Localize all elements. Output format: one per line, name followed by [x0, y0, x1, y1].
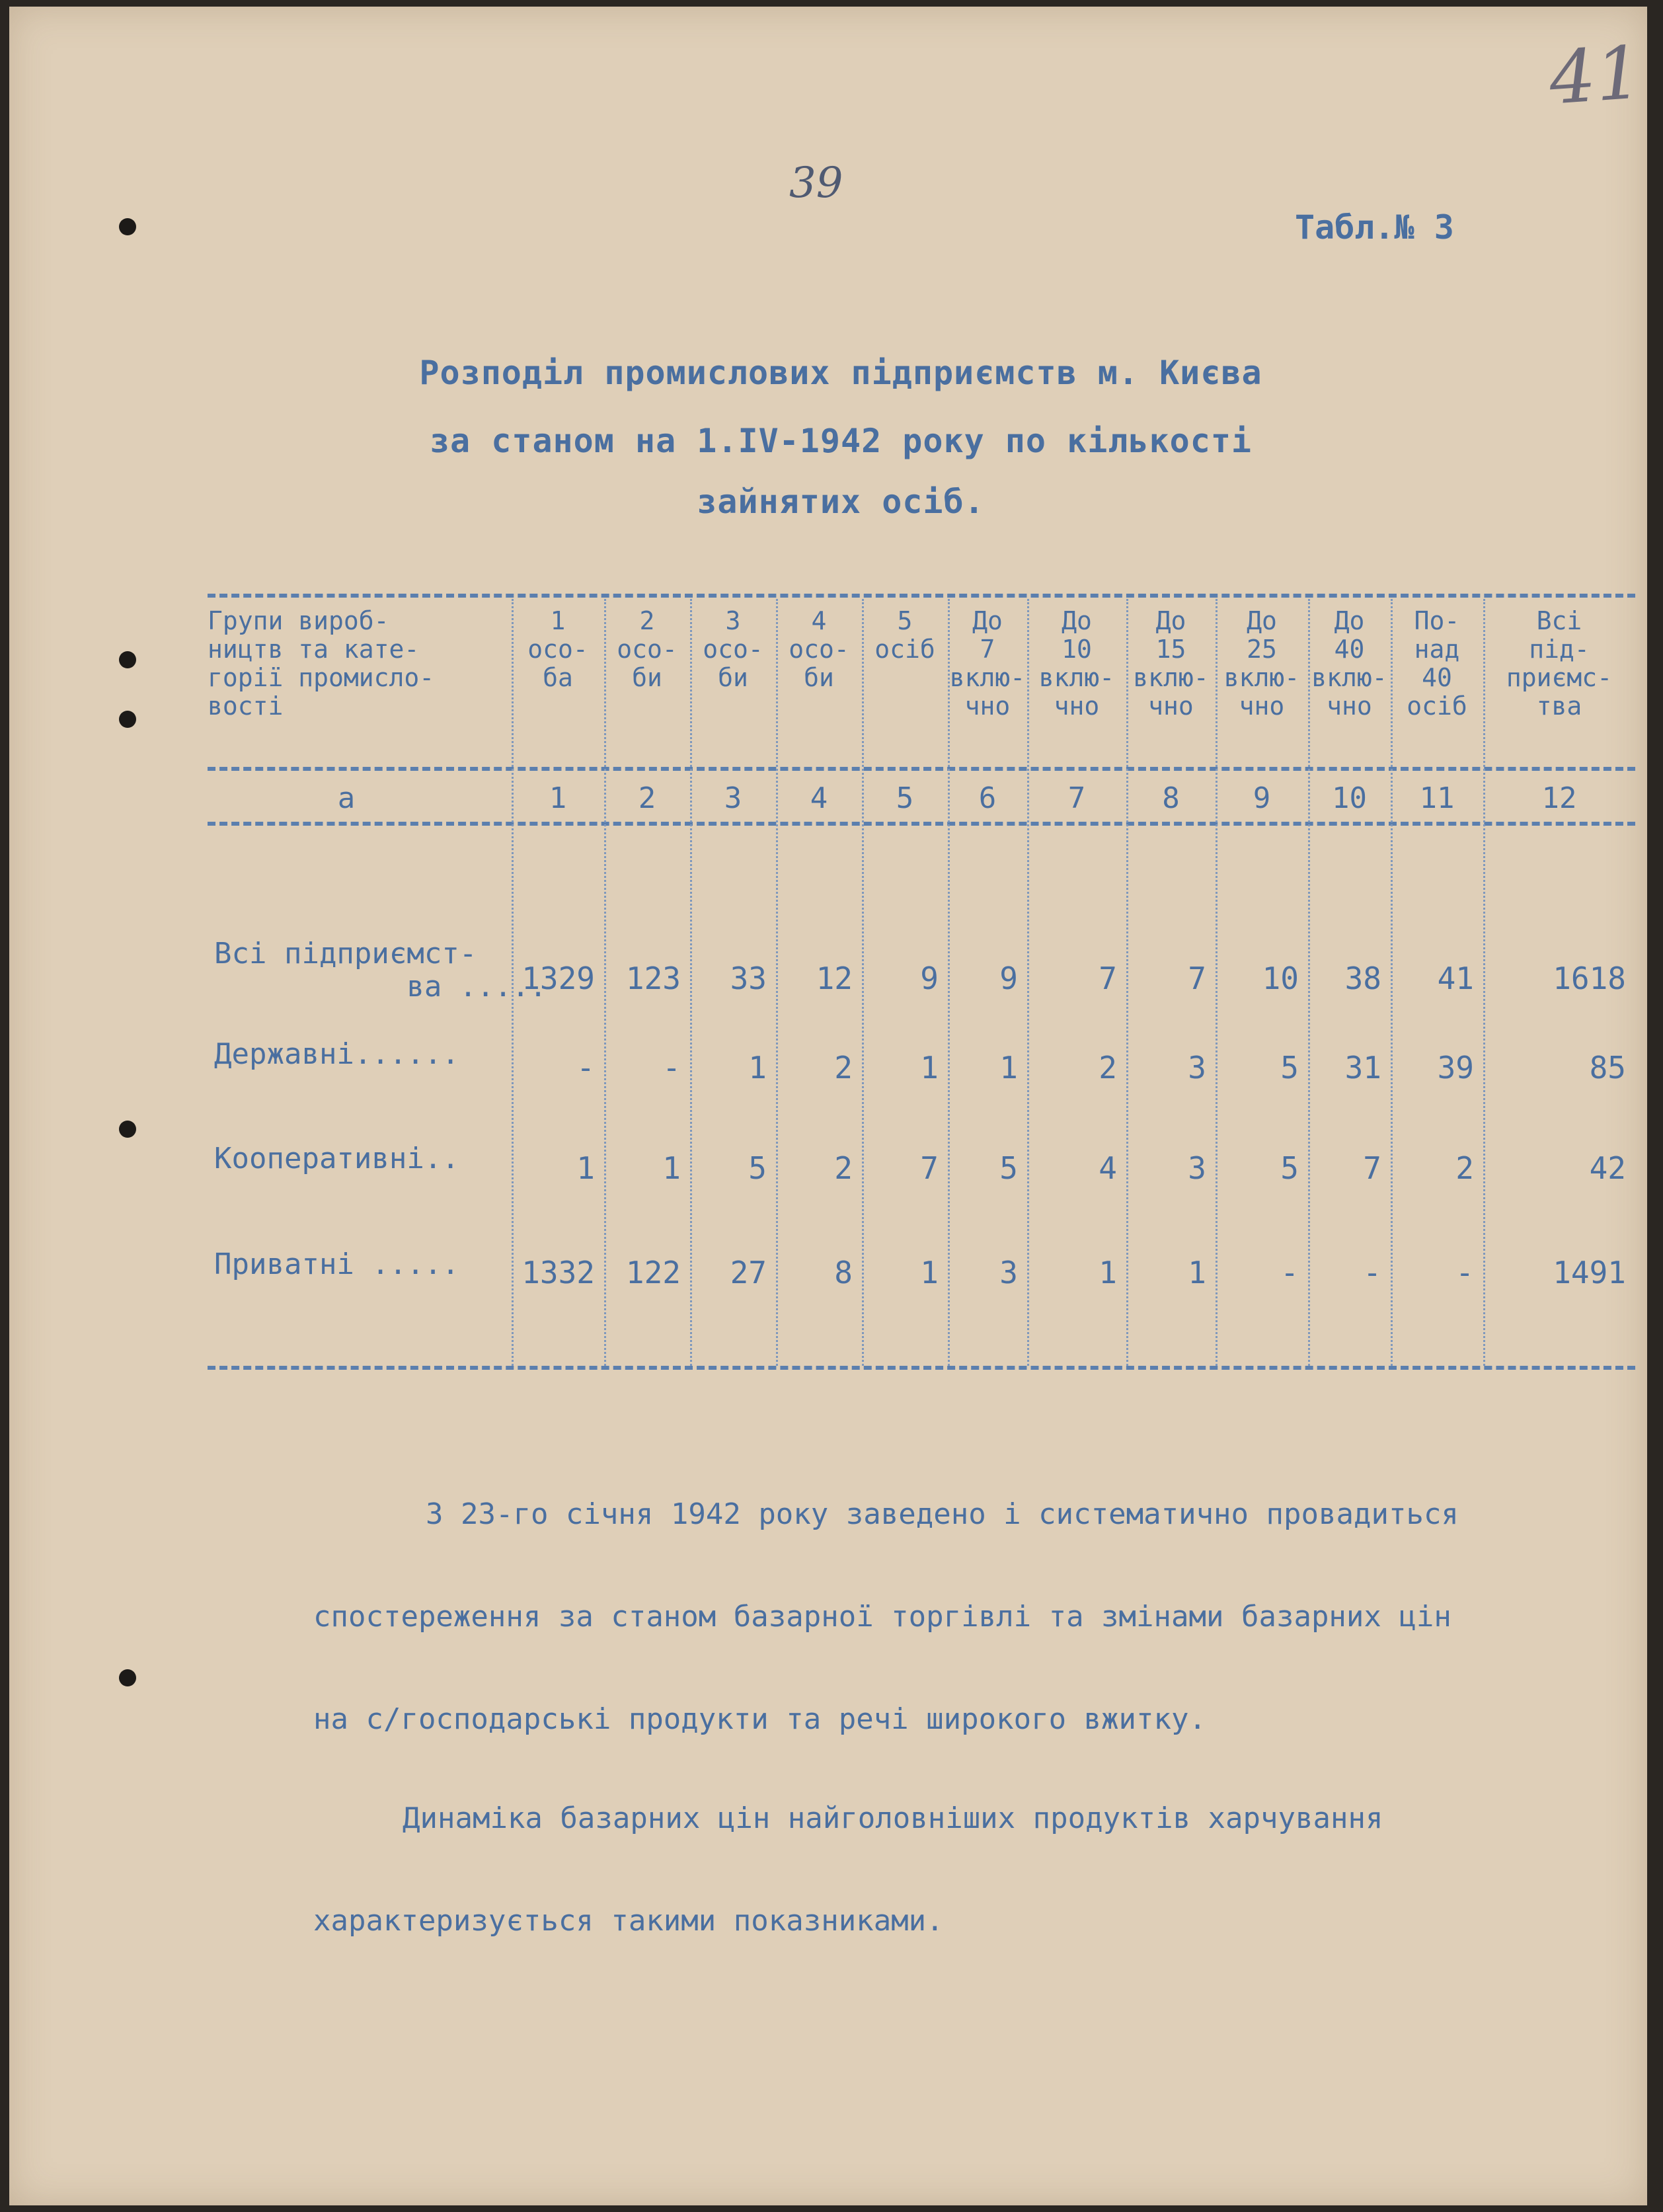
table-cell: 5 — [1280, 1150, 1299, 1186]
column-index: 11 — [1419, 781, 1455, 815]
table-header-rule — [208, 767, 1635, 771]
column-header: 1 осо- ба — [527, 606, 588, 692]
column-index: 8 — [1162, 781, 1180, 815]
column-header: Всі під- приємс- тва — [1506, 606, 1613, 721]
table-cell: 4 — [1099, 1150, 1117, 1186]
table-cell: 1 — [920, 1050, 939, 1086]
paragraph-line: характеризується такими показниками. — [313, 1904, 944, 1938]
binder-hole — [119, 1669, 136, 1686]
table-cell: 1491 — [1553, 1255, 1626, 1290]
table-cell: 122 — [625, 1255, 681, 1290]
table-cell: 27 — [730, 1255, 767, 1290]
table-cell: 3 — [999, 1255, 1018, 1290]
document-title-line-3: зайнятих осіб. — [697, 483, 985, 521]
column-index: 7 — [1067, 781, 1086, 815]
column-index: 6 — [978, 781, 997, 815]
table-cell: 1 — [1099, 1255, 1117, 1290]
table-cell: 3 — [1188, 1050, 1206, 1086]
table-cell: 5 — [999, 1150, 1018, 1186]
column-header: До 25 вклю- чно — [1223, 606, 1300, 721]
table-cell: 41 — [1437, 961, 1474, 996]
paragraph-line: Динаміка базарних цін найголовніших продуктів харчування — [403, 1801, 1383, 1835]
table-cell: - — [1280, 1255, 1299, 1290]
table-cell: 10 — [1262, 961, 1299, 996]
table-cell: 7 — [1363, 1150, 1381, 1186]
table-label: Табл.№ 3 — [1295, 208, 1454, 247]
archive-page-number: 41 — [1546, 30, 1645, 121]
column-index: 5 — [896, 781, 914, 815]
table-cell: 1332 — [522, 1255, 595, 1290]
table-cell: 3 — [1188, 1150, 1206, 1186]
table-cell: 9 — [920, 961, 939, 996]
table-cell: 1 — [1188, 1255, 1206, 1290]
table-cell: 39 — [1437, 1050, 1474, 1086]
column-index: 9 — [1253, 781, 1271, 815]
table-cell: 85 — [1589, 1050, 1626, 1086]
table-cell: - — [576, 1050, 595, 1086]
table-cell: 1 — [576, 1150, 595, 1186]
column-index: 12 — [1541, 781, 1577, 815]
table-cell: 2 — [834, 1150, 853, 1186]
table-cell: 1 — [748, 1050, 767, 1086]
table-top-rule — [208, 594, 1635, 598]
column-header: До 40 вклю- чно — [1311, 606, 1387, 721]
row-label: Приватні ..... — [214, 1247, 459, 1281]
table-cell: 7 — [1099, 961, 1117, 996]
table-cell: 2 — [1455, 1150, 1474, 1186]
table-cell: - — [1363, 1255, 1381, 1290]
binder-hole — [119, 651, 136, 668]
column-index: 3 — [724, 781, 742, 815]
table-cell: 2 — [1099, 1050, 1117, 1086]
column-header: 3 осо- би — [703, 606, 763, 692]
table-cell: 123 — [625, 961, 681, 996]
table-cell: 1 — [920, 1255, 939, 1290]
row-label: Всі підприємст- ва ..... — [214, 937, 547, 1004]
document-page — [9, 7, 1647, 2205]
table-bottom-rule — [208, 1366, 1635, 1370]
table-cell: 5 — [1280, 1050, 1299, 1086]
table-cell: 7 — [1188, 961, 1206, 996]
paragraph-line: спостереження за станом базарної торгівлі та змінами базарних цін — [313, 1600, 1451, 1634]
paragraph-line: на с/господарські продукти та речі широкого вжитку. — [313, 1702, 1207, 1736]
document-title-line-1: Розподіл промислових підприємств м. Києва — [419, 354, 1262, 392]
table-cell: 2 — [834, 1050, 853, 1086]
group-column-header: Групи вироб- ництв та кате- горії промисло- вості — [208, 606, 435, 721]
binder-hole — [119, 711, 136, 728]
column-index: 2 — [638, 781, 656, 815]
column-index: 10 — [1332, 781, 1367, 815]
page-number: 39 — [789, 159, 843, 208]
column-header: 4 осо- би — [789, 606, 849, 692]
table-cell: 33 — [730, 961, 767, 996]
table-cell: 1329 — [522, 961, 595, 996]
table-cell: 1618 — [1553, 961, 1626, 996]
column-header: 2 осо- би — [617, 606, 677, 692]
paragraph-line: З 23-го січня 1942 року заведено і систематично провадиться — [426, 1497, 1459, 1531]
row-label: Кооперативні.. — [214, 1142, 459, 1175]
table-cell: 1 — [662, 1150, 681, 1186]
column-index: 1 — [549, 781, 567, 815]
table-cell: - — [662, 1050, 681, 1086]
column-header: До 10 вклю- чно — [1038, 606, 1115, 721]
binder-hole — [119, 218, 136, 235]
column-header: До 7 вклю- чно — [949, 606, 1026, 721]
table-index-rule — [208, 822, 1635, 826]
table-cell: 31 — [1344, 1050, 1381, 1086]
column-header: По- над 40 осіб — [1407, 606, 1467, 721]
document-title-line-2: за станом на 1.IV-1942 року по кількості — [429, 422, 1253, 460]
table-cell: 38 — [1344, 961, 1381, 996]
table-cell: 42 — [1589, 1150, 1626, 1186]
table-cell: 8 — [834, 1255, 853, 1290]
column-index: 4 — [810, 781, 828, 815]
column-header: 5 осіб — [874, 606, 935, 664]
table-cell: 1 — [999, 1050, 1018, 1086]
table-cell: 12 — [816, 961, 853, 996]
row-label: Державні...... — [214, 1037, 459, 1071]
column-header: До 15 вклю- чно — [1133, 606, 1209, 721]
table-cell: - — [1455, 1255, 1474, 1290]
table-cell: 5 — [748, 1150, 767, 1186]
table-cell: 9 — [999, 961, 1018, 996]
table-cell: 7 — [920, 1150, 939, 1186]
binder-hole — [119, 1121, 136, 1138]
index-column-label: а — [337, 781, 356, 815]
